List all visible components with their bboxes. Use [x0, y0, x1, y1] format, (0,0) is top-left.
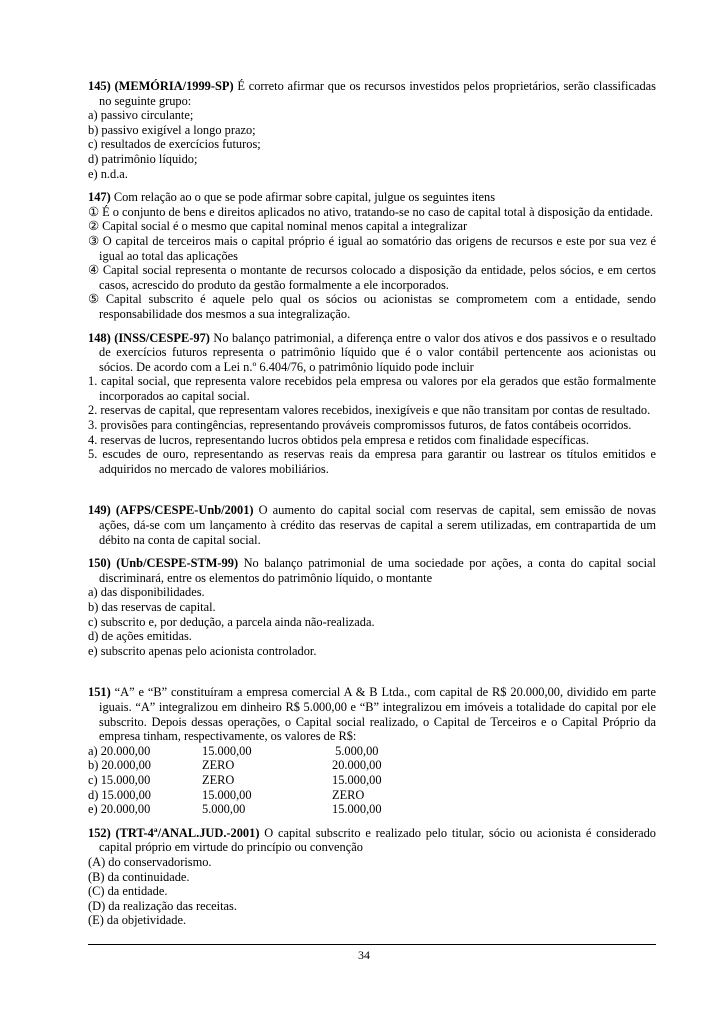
judgment-item: ④ Capital social representa o montante de recursos colocado a disposição da entidade, pelos sócios, e em certos casos, acrescido do produto da gestão formalmente a ele incorporados.: [88, 263, 656, 292]
question-text: [88, 190, 656, 205]
circled-number-icon: ②: [88, 219, 100, 234]
question-source: (Unb/CESPE-STM-99): [116, 556, 239, 571]
question-150: [88, 556, 656, 658]
options-table: [88, 744, 472, 817]
question-text: [88, 685, 656, 743]
option: a) das disponibilidades.: [88, 585, 205, 600]
option: d) de ações emitidas.: [88, 629, 192, 644]
table-cell: ZERO: [202, 772, 235, 787]
circled-number-icon: ④: [88, 263, 100, 278]
option: a) passivo circulante;: [88, 108, 194, 123]
table-cell: 5.000,00: [202, 802, 246, 817]
question-number: 145): [88, 79, 111, 93]
question-statement: O aumento do capital social com reservas de capital, sem emissão de novas ações, dá-se com um lançamento à crédito das reservas de capital a serem utilizadas, em contrapartida de um débito na conta de capital social.: [99, 503, 656, 547]
table-row: [88, 758, 472, 773]
question-statement: No balanço patrimonial, a diferença entre o valor dos ativos e dos passivos e o resultado de exercícios futuros representa o patrimônio líquido que é o valor contábil pertencente aos acionistas ou sócios. De acordo com a Lei n.º 6.404/76, o patrimônio líquido pode incluir: [99, 330, 656, 374]
question-text: [88, 556, 656, 585]
question-source: (INSS/CESPE-97): [114, 330, 210, 345]
question-152: [88, 826, 656, 928]
numbered-item: 2. reservas de capital, que representam valores recebidos, inexigíveis e que não transitam por contas de resultado.: [88, 403, 651, 418]
option: b) passivo exigível a longo prazo;: [88, 122, 256, 137]
table-cell: ZERO: [202, 758, 235, 773]
question-statement: “A” e “B” constituíram a empresa comercial A & B Ltda., com capital de R$ 20.000,00, dividido em parte iguais. “A” integralizou em dinheiro R$ 5.000,00 e “B” integralizou em imóveis a totalidade do capital por ele subscrito. Depois dessas operações, o Capital social realizado, o Capital de Terceiros e o Capital Próprio da empresa tinham, respectivamente, os valores de R$:: [99, 685, 656, 744]
table-cell: c) 15.000,00: [88, 772, 151, 787]
option: (A) do conservadorismo.: [88, 854, 212, 869]
circled-number-icon: ③: [88, 233, 100, 248]
table-cell: d) 15.000,00: [88, 787, 151, 802]
table-row: [88, 744, 472, 759]
question-text: [88, 503, 656, 547]
table-cell: 20.000,00: [332, 758, 382, 773]
table-cell: 15.000,00: [332, 802, 382, 817]
question-145: [88, 79, 656, 181]
numbered-item: 5. escudes de ouro, representando as reservas reais da empresa para garantir ou lastrear os títulos emitidos e adquiridos no mercado de valores mobiliários.: [88, 447, 656, 476]
question-147: [88, 190, 656, 321]
judgment-item: ③ O capital de terceiros mais o capital próprio é igual ao somatório das origens de recursos e este por sua vez é igual ao total das aplicações: [88, 233, 656, 263]
question-148: [88, 331, 656, 477]
table-cell: 15.000,00: [202, 743, 252, 758]
question-source: (TRT-4ª/ANAL.JUD.-2001): [115, 825, 260, 840]
option: c) resultados de exercícios futuros;: [88, 137, 261, 152]
option: c) subscrito e, por dedução, a parcela ainda não-realizada.: [88, 614, 375, 629]
table-row: [88, 802, 472, 817]
question-149: [88, 503, 656, 547]
table-cell: ZERO: [332, 787, 365, 802]
judgment-item: ② Capital social é o mesmo que capital nominal menos capital a integralizar: [88, 219, 468, 234]
table-cell: 15.000,00: [202, 787, 252, 802]
question-statement: No balanço patrimonial de uma sociedade por ações, a conta do capital social discriminará, entre os elementos do patrimônio líquido, o montante: [99, 556, 656, 585]
footer-divider: [88, 944, 656, 945]
question-statement: É correto afirmar que os recursos investidos pelos proprietários, serão classificadas no seguinte grupo:: [99, 79, 656, 108]
table-cell: e) 20.000,00: [88, 802, 151, 817]
question-statement: O capital subscrito e realizado pelo titular, sócio ou acionista é considerado capital próprio em virtude do princípio ou convenção: [99, 825, 656, 855]
question-number: 149): [88, 503, 111, 518]
question-statement: Com relação ao o que se pode afirmar sobre capital, julgue os seguintes itens: [110, 190, 496, 205]
table-row: [88, 773, 472, 788]
judgment-item: ① É o conjunto de bens e direitos aplicados no ativo, tratando-se no caso de capital total à disposição da entidade.: [88, 204, 653, 219]
question-source: (MEMÓRIA/1999-SP): [114, 79, 234, 93]
option: b) das reservas de capital.: [88, 600, 216, 614]
question-number: 151): [88, 685, 111, 700]
numbered-item: 4. reservas de lucros, representando lucros obtidos pela empresa e retidos com finalidade específicas.: [88, 432, 589, 447]
question-text: [88, 826, 656, 855]
table-cell: a) 20.000,00: [88, 743, 151, 758]
judgment-item: ⑤ Capital subscrito é aquele pelo qual os sócios ou acionistas se comprometem com a entidade, sendo responsabilidade dos mesmos a sua integralização.: [88, 292, 656, 321]
option: e) subscrito apenas pelo acionista controlador.: [88, 643, 317, 658]
numbered-item: 3. provisões para contingências, representando prováveis compromissos futuros, de fatos contábeis ocorridos.: [88, 418, 632, 433]
question-text: [88, 331, 656, 375]
question-number: 150): [88, 556, 111, 571]
option: (E) da objetividade.: [88, 913, 187, 928]
table-cell: b) 20.000,00: [88, 758, 151, 773]
option: e) n.d.a.: [88, 166, 128, 181]
numbered-item: 1. capital social, que representa valore recebidos pela empresa ou valores por ela gerados que estão formalmente incorporados ao capital social.: [88, 374, 656, 403]
question-151: [88, 685, 656, 816]
document-page: [88, 79, 656, 928]
circled-number-icon: ⑤: [88, 292, 100, 307]
circled-number-icon: ①: [88, 204, 100, 219]
page-number: 34: [358, 948, 370, 962]
option: d) patrimônio líquido;: [88, 151, 198, 166]
table-cell: 5.000,00: [332, 743, 379, 758]
question-number: 148): [88, 330, 111, 345]
option: (D) da realização das receitas.: [88, 898, 237, 913]
option: (C) da entidade.: [88, 884, 168, 899]
question-text: [88, 79, 656, 108]
table-cell: 15.000,00: [332, 772, 382, 787]
table-row: [88, 788, 472, 803]
question-number: 152): [88, 825, 111, 840]
question-source: (AFPS/CESPE-Unb/2001): [115, 503, 254, 518]
option: (B) da continuidade.: [88, 869, 190, 884]
question-number: 147): [88, 190, 111, 205]
